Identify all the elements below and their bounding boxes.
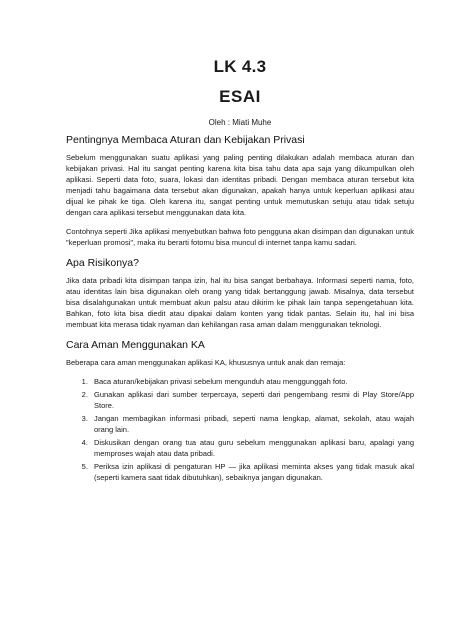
list-item: 5. Periksa izin aplikasi di pengaturan HP — jika aplikasi meminta akses yang tidak masuk akal (seperti kamera saat tidak dibutuhkan), sebaiknya jangan digunakan.	[90, 461, 414, 483]
section-paragraph: Sebelum menggunakan suatu aplikasi yang paling penting dilakukan adalah membaca aturan dan kebijakan privasi. Hal itu sangat penting karena kita bisa tahu data apa saja yang dikumpulkan oleh aplikasi. Seperti data foto, suara, lokasi dan identitas pribadi. Dengan membaca aturan tersebut kita menjadi tahu bagaimana data tersebut akan digunakan, apakah hanya untuk keperluan aplikasi atau dijual ke pihak ke tiga. Oleh karena itu, sangat penting untuk memutuskan setuju atau tidak setuju dengan cara aplikasi tersebut menggunakan data kita.	[66, 153, 414, 217]
document-subtitle: ESAI	[219, 87, 261, 106]
section-heading-risks: Apa Risikonya?	[66, 257, 139, 269]
list-item: 4. Diskusikan dengan orang tua atau guru sebelum menggunakan aplikasi baru, apalagi yang memproses wajah atau data pribadi.	[90, 437, 414, 459]
document-content	[66, 57, 414, 485]
safe-use-list	[66, 376, 414, 483]
list-item: 2. Gunakan aplikasi dari sumber terpercaya, seperti dari pengembang resmi di Play Store/App Store.	[90, 389, 414, 411]
list-item: 3. Jangan membagikan informasi pribadi, seperti nama lengkap, alamat, sekolah, atau wajah orang lain.	[90, 413, 414, 435]
section-paragraph: Contohnya seperti Jika aplikasi menyebutkan bahwa foto pengguna akan disimpan dan digunakan untuk "keperluan promosi", maka itu berarti fotomu bisa muncul di internet tanpa kamu sadari.	[66, 227, 414, 247]
section-heading-privacy: Pentingnya Membaca Aturan dan Kebijakan Privasi	[66, 134, 305, 146]
section-paragraph: Jika data pribadi kita disimpan tanpa izin, hal itu bisa sangat berbahaya. Informasi seperti nama, foto, atau identitas lain bisa digunakan oleh orang yang tidak bertanggung jawab. Misalnya, data tersebut bisa disalahgunakan untuk membuat akun palsu atau dikirim ke pihak lain tanpa sepengetahuan kita. Bahkan, foto kita bisa diedit atau dipakai dalam konten yang tidak pantas. Selain itu, hal ini bisa membuat kita merasa tidak nyaman dan kehilangan rasa aman dalam menggunakan teknologi.	[66, 276, 414, 329]
list-item: 1. Baca aturan/kebijakan privasi sebelum mengunduh atau menggunggah foto.	[90, 376, 414, 387]
document-title: LK 4.3	[213, 57, 267, 76]
section-intro: Beberapa cara aman menggunakan aplikasi KA, khususnya untuk anak dan remaja:	[66, 358, 346, 367]
document-author: Oleh : Miati Muhe	[208, 118, 272, 127]
section-heading-safe-use: Cara Aman Menggunakan KA	[66, 339, 205, 351]
